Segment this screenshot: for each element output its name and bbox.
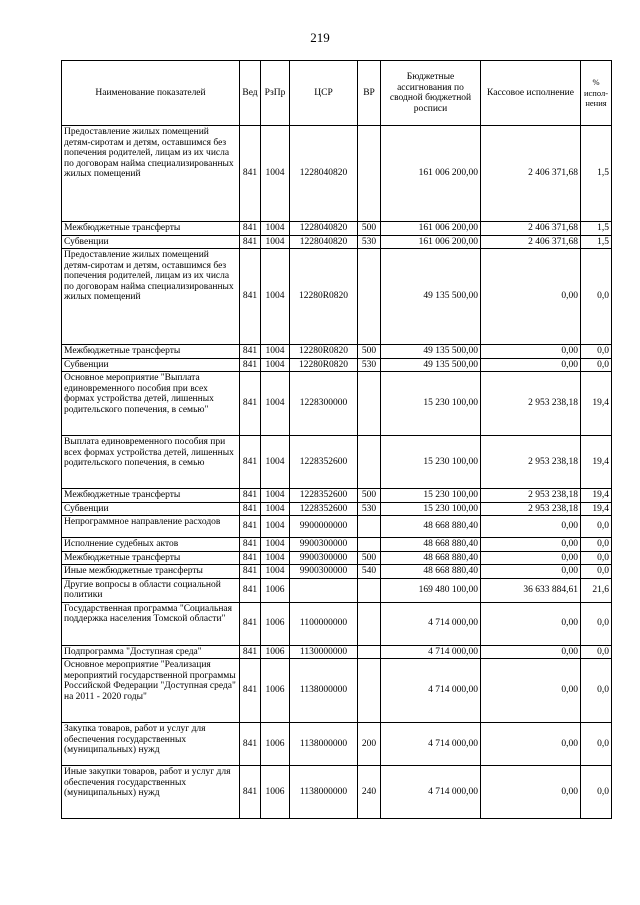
cell-vr: 240 xyxy=(358,766,381,819)
cell-cash: 2 953 238,18 xyxy=(481,372,581,436)
cell-ved: 841 xyxy=(240,502,261,516)
cell-ved: 841 xyxy=(240,489,261,503)
cell-budget: 48 668 880,40 xyxy=(381,565,481,579)
cell-name: Субвенции xyxy=(62,235,240,249)
cell-cash: 2 953 238,18 xyxy=(481,489,581,503)
table-body xyxy=(62,126,612,819)
cell-rzpr: 1004 xyxy=(261,551,290,565)
cell-rzpr: 1006 xyxy=(261,766,290,819)
cell-ved: 841 xyxy=(240,345,261,359)
cell-vr: 530 xyxy=(358,502,381,516)
cell-csr: 1228040820 xyxy=(290,235,358,249)
cell-budget: 161 006 200,00 xyxy=(381,222,481,236)
cell-pct: 21,6 xyxy=(581,578,612,602)
cell-ved: 841 xyxy=(240,766,261,819)
cell-vr: 200 xyxy=(358,723,381,766)
cell-rzpr: 1006 xyxy=(261,578,290,602)
cell-vr xyxy=(358,126,381,222)
cell-rzpr: 1004 xyxy=(261,502,290,516)
table-row xyxy=(62,489,612,503)
table-row xyxy=(62,723,612,766)
cell-csr: 12280R0820 xyxy=(290,249,358,345)
cell-vr: 500 xyxy=(358,345,381,359)
cell-ved: 841 xyxy=(240,516,261,538)
cell-budget: 4 714 000,00 xyxy=(381,659,481,723)
table-row xyxy=(62,345,612,359)
table-row xyxy=(62,249,612,345)
cell-csr: 12280R0820 xyxy=(290,345,358,359)
cell-vr xyxy=(358,578,381,602)
cell-csr: 9900000000 xyxy=(290,516,358,538)
cell-pct: 0,0 xyxy=(581,645,612,659)
table-row xyxy=(62,436,612,489)
cell-cash: 0,00 xyxy=(481,723,581,766)
header-ved: Вед xyxy=(240,61,261,126)
cell-pct: 0,0 xyxy=(581,516,612,538)
cell-pct: 0,0 xyxy=(581,538,612,552)
cell-csr: 9900300000 xyxy=(290,565,358,579)
cell-name: Непрограммное направление расходов xyxy=(62,516,240,538)
cell-ved: 841 xyxy=(240,436,261,489)
cell-pct: 19,4 xyxy=(581,489,612,503)
cell-pct: 0,0 xyxy=(581,345,612,359)
cell-pct: 0,0 xyxy=(581,659,612,723)
cell-cash: 0,00 xyxy=(481,565,581,579)
cell-cash: 0,00 xyxy=(481,659,581,723)
cell-pct: 0,0 xyxy=(581,723,612,766)
header-pct: % испол-нения xyxy=(581,61,612,126)
cell-cash: 0,00 xyxy=(481,345,581,359)
table-row xyxy=(62,645,612,659)
cell-cash: 2 406 371,68 xyxy=(481,235,581,249)
cell-cash: 36 633 884,61 xyxy=(481,578,581,602)
cell-csr: 9900300000 xyxy=(290,551,358,565)
cell-vr xyxy=(358,516,381,538)
header-vr: ВР xyxy=(358,61,381,126)
cell-budget: 4 714 000,00 xyxy=(381,602,481,645)
header-rzpr: РзПр xyxy=(261,61,290,126)
cell-budget: 161 006 200,00 xyxy=(381,235,481,249)
cell-ved: 841 xyxy=(240,578,261,602)
cell-budget: 48 668 880,40 xyxy=(381,551,481,565)
table-row xyxy=(62,659,612,723)
cell-name: Основное мероприятие "Выплата единовременного пособия при всех формах устройства детей, лишенных родительского попечения, в семью" xyxy=(62,372,240,436)
cell-cash: 0,00 xyxy=(481,358,581,372)
header-csr: ЦСР xyxy=(290,61,358,126)
cell-name: Выплата единовременного пособия при всех формах устройства детей, лишенных родительского попечения, в семью xyxy=(62,436,240,489)
cell-vr xyxy=(358,538,381,552)
cell-budget: 4 714 000,00 xyxy=(381,723,481,766)
cell-cash: 0,00 xyxy=(481,516,581,538)
cell-rzpr: 1004 xyxy=(261,126,290,222)
cell-budget: 48 668 880,40 xyxy=(381,538,481,552)
cell-pct: 0,0 xyxy=(581,358,612,372)
cell-budget: 4 714 000,00 xyxy=(381,645,481,659)
cell-ved: 841 xyxy=(240,235,261,249)
cell-cash: 0,00 xyxy=(481,249,581,345)
cell-ved: 841 xyxy=(240,659,261,723)
cell-rzpr: 1004 xyxy=(261,489,290,503)
cell-cash: 0,00 xyxy=(481,538,581,552)
cell-vr: 500 xyxy=(358,222,381,236)
cell-rzpr: 1006 xyxy=(261,602,290,645)
cell-pct: 1,5 xyxy=(581,235,612,249)
cell-ved: 841 xyxy=(240,126,261,222)
cell-csr: 1228300000 xyxy=(290,372,358,436)
cell-ved: 841 xyxy=(240,222,261,236)
cell-ved: 841 xyxy=(240,358,261,372)
cell-cash: 2 953 238,18 xyxy=(481,502,581,516)
table-row xyxy=(62,502,612,516)
cell-name: Предоставление жилых помещений детям-сиротам и детям, оставшимся без попечения родителей, лицам из их числа по договорам найма специализированных жилых помещений xyxy=(62,126,240,222)
cell-csr: 1228040820 xyxy=(290,126,358,222)
cell-budget: 49 135 500,00 xyxy=(381,358,481,372)
cell-cash: 0,00 xyxy=(481,602,581,645)
cell-budget: 161 006 200,00 xyxy=(381,126,481,222)
cell-name: Предоставление жилых помещений детям-сиротам и детям, оставшимся без попечения родителей, лицам из их числа по договорам найма специализированных жилых помещений xyxy=(62,249,240,345)
cell-pct: 1,5 xyxy=(581,222,612,236)
cell-ved: 841 xyxy=(240,372,261,436)
cell-vr: 530 xyxy=(358,358,381,372)
cell-name: Субвенции xyxy=(62,358,240,372)
cell-budget: 15 230 100,00 xyxy=(381,372,481,436)
table-header-row xyxy=(62,61,612,126)
cell-rzpr: 1004 xyxy=(261,436,290,489)
cell-csr: 1228352600 xyxy=(290,489,358,503)
cell-csr: 1138000000 xyxy=(290,723,358,766)
table-row xyxy=(62,565,612,579)
cell-cash: 0,00 xyxy=(481,766,581,819)
cell-rzpr: 1004 xyxy=(261,358,290,372)
cell-name: Межбюджетные трансферты xyxy=(62,345,240,359)
cell-vr: 540 xyxy=(358,565,381,579)
table-row xyxy=(62,602,612,645)
cell-name: Субвенции xyxy=(62,502,240,516)
cell-pct: 0,0 xyxy=(581,249,612,345)
table-row xyxy=(62,766,612,819)
cell-csr: 9900300000 xyxy=(290,538,358,552)
header-budget: Бюджетные ассигнования по сводной бюджетной росписи xyxy=(381,61,481,126)
cell-rzpr: 1004 xyxy=(261,235,290,249)
cell-csr xyxy=(290,578,358,602)
cell-csr: 1228040820 xyxy=(290,222,358,236)
cell-name: Исполнение судебных актов xyxy=(62,538,240,552)
cell-budget: 4 714 000,00 xyxy=(381,766,481,819)
budget-table xyxy=(61,60,612,819)
cell-budget: 15 230 100,00 xyxy=(381,489,481,503)
cell-ved: 841 xyxy=(240,551,261,565)
cell-pct: 0,0 xyxy=(581,766,612,819)
cell-budget: 48 668 880,40 xyxy=(381,516,481,538)
table-row xyxy=(62,551,612,565)
cell-vr: 500 xyxy=(358,551,381,565)
cell-vr: 530 xyxy=(358,235,381,249)
page-number: 219 xyxy=(310,30,330,45)
cell-pct: 0,0 xyxy=(581,602,612,645)
cell-csr: 1100000000 xyxy=(290,602,358,645)
cell-cash: 0,00 xyxy=(481,645,581,659)
cell-vr xyxy=(358,436,381,489)
cell-name: Межбюджетные трансферты xyxy=(62,551,240,565)
cell-budget: 15 230 100,00 xyxy=(381,502,481,516)
cell-ved: 841 xyxy=(240,565,261,579)
cell-rzpr: 1006 xyxy=(261,723,290,766)
cell-csr: 1130000000 xyxy=(290,645,358,659)
header-name: Наименование показателей xyxy=(62,61,240,126)
cell-vr xyxy=(358,659,381,723)
cell-rzpr: 1004 xyxy=(261,372,290,436)
cell-csr: 1228352600 xyxy=(290,436,358,489)
cell-name: Государственная программа "Социальная поддержка населения Томской области" xyxy=(62,602,240,645)
cell-cash: 0,00 xyxy=(481,551,581,565)
cell-rzpr: 1004 xyxy=(261,538,290,552)
cell-vr xyxy=(358,602,381,645)
cell-budget: 49 135 500,00 xyxy=(381,345,481,359)
cell-name: Межбюджетные трансферты xyxy=(62,489,240,503)
cell-csr: 1138000000 xyxy=(290,659,358,723)
cell-rzpr: 1006 xyxy=(261,645,290,659)
cell-csr: 12280R0820 xyxy=(290,358,358,372)
cell-csr: 1228352600 xyxy=(290,502,358,516)
cell-pct: 19,4 xyxy=(581,436,612,489)
table-row xyxy=(62,538,612,552)
cell-cash: 2 406 371,68 xyxy=(481,222,581,236)
cell-ved: 841 xyxy=(240,249,261,345)
cell-ved: 841 xyxy=(240,645,261,659)
table-row xyxy=(62,222,612,236)
cell-rzpr: 1004 xyxy=(261,222,290,236)
cell-name: Иные межбюджетные трансферты xyxy=(62,565,240,579)
cell-ved: 841 xyxy=(240,602,261,645)
cell-csr: 1138000000 xyxy=(290,766,358,819)
cell-name: Межбюджетные трансферты xyxy=(62,222,240,236)
cell-ved: 841 xyxy=(240,538,261,552)
cell-pct: 19,4 xyxy=(581,372,612,436)
cell-rzpr: 1006 xyxy=(261,659,290,723)
table-row xyxy=(62,126,612,222)
cell-budget: 49 135 500,00 xyxy=(381,249,481,345)
table-row xyxy=(62,578,612,602)
table-row xyxy=(62,235,612,249)
cell-rzpr: 1004 xyxy=(261,516,290,538)
table-row xyxy=(62,358,612,372)
cell-name: Иные закупки товаров, работ и услуг для обеспечения государственных (муниципальных) нужд xyxy=(62,766,240,819)
cell-name: Закупка товаров, работ и услуг для обеспечения государственных (муниципальных) нужд xyxy=(62,723,240,766)
cell-rzpr: 1004 xyxy=(261,565,290,579)
cell-pct: 19,4 xyxy=(581,502,612,516)
cell-ved: 841 xyxy=(240,723,261,766)
cell-vr xyxy=(358,249,381,345)
header-cash: Кассовое исполнение xyxy=(481,61,581,126)
cell-rzpr: 1004 xyxy=(261,345,290,359)
cell-rzpr: 1004 xyxy=(261,249,290,345)
cell-budget: 15 230 100,00 xyxy=(381,436,481,489)
cell-pct: 0,0 xyxy=(581,551,612,565)
cell-name: Подпрограмма "Доступная среда" xyxy=(62,645,240,659)
table-row xyxy=(62,372,612,436)
cell-name: Основное мероприятие "Реализация мероприятий государственной программы Российской Федерации "Доступная среда" на 2011 - 2020 годы" xyxy=(62,659,240,723)
cell-vr xyxy=(358,372,381,436)
cell-vr xyxy=(358,645,381,659)
cell-name: Другие вопросы в области социальной политики xyxy=(62,578,240,602)
cell-vr: 500 xyxy=(358,489,381,503)
cell-pct: 1,5 xyxy=(581,126,612,222)
cell-cash: 2 953 238,18 xyxy=(481,436,581,489)
table-row xyxy=(62,516,612,538)
cell-cash: 2 406 371,68 xyxy=(481,126,581,222)
cell-pct: 0,0 xyxy=(581,565,612,579)
cell-budget: 169 480 100,00 xyxy=(381,578,481,602)
